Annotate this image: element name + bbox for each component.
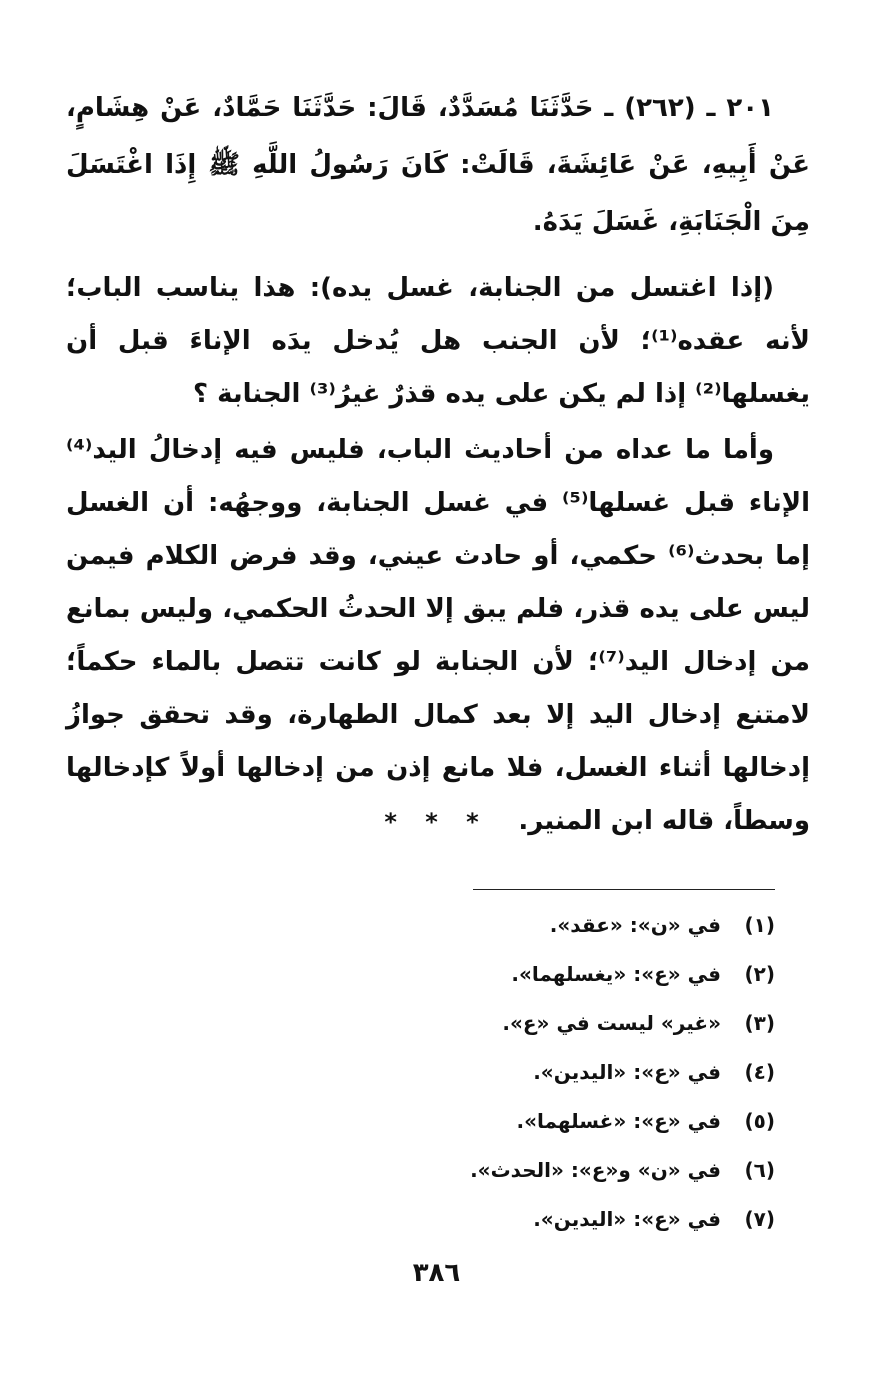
footnote-text: «غير» ليست في «ع».: [502, 1011, 721, 1035]
footnote-item: [215, 901, 775, 950]
footnote-item: [215, 950, 775, 999]
hadith-paragraph: ٢٠١ ـ (٢٦٢) ـ حَدَّثَنَا مُسَدَّدٌ، قَالَ: حَدَّثَنَا حَمَّادٌ، عَنْ هِشَامٍ، عَنْ أَبِيهِ، عَنْ عَائِشَةَ، قَالَتْ: كَانَ رَسُولُ اللَّهِ ﷺ إِذَا اغْتَسَلَ مِنَ الْجَنَابَةِ، غَسَلَ يَدَهُ.: [66, 93, 810, 237]
commentary-paragraph-1-block: [66, 262, 810, 421]
commentary-paragraph-2: وأما ما عداه من أحاديث الباب، فليس فيه إدخالُ اليد⁽⁴⁾ الإناء قبل غسلها⁽⁵⁾ في غسل الجنابة، ووجهُه: أن الغسل إما بحدث⁽⁶⁾ حكمي، أو حادث عيني، وقد فرض الكلام فيمن ليس على يده قذر، فلم يبق إلا الحدثُ الحكمي، وليس بمانع من إدخال اليد⁽⁷⁾؛ لأن الجنابة لو كانت تتصل بالماء حكماً؛ لامتنع إدخال اليد إلا بعد كمال الطهارة، وقد تحقق جوازُ إدخالها أثناء الغسل، فلا مانع إذن من إدخالها أولاً كإدخالها وسطاً، قاله ابن المنير.: [66, 435, 811, 836]
footnote-number: (٥): [744, 1109, 775, 1133]
commentary-paragraph-1: (إذا اغتسل من الجنابة، غسل يده): هذا يناسب الباب؛ لأنه عقده⁽¹⁾؛ لأن الجنب هل يُدخل يدَه الإناءَ قبل أن يغسلها⁽²⁾ إذا لم يكن على يده قذرٌ غيرُ⁽³⁾ الجنابة ؟: [66, 273, 810, 409]
footnote-item: [215, 1048, 775, 1097]
footnote-text: في «ع»: «اليدين».: [533, 1060, 721, 1084]
footnote-number: (٧): [744, 1207, 775, 1231]
footnote-divider: [473, 889, 775, 890]
footnote-item: [215, 1195, 775, 1244]
footnote-number: (٦): [744, 1158, 775, 1182]
footnote-number: (٤): [744, 1060, 775, 1084]
footnote-item: [215, 1097, 775, 1146]
footnote-number: (٣): [744, 1011, 775, 1035]
hadith-text: [66, 80, 810, 251]
footnote-text: في «ع»: «غسلهما».: [516, 1109, 721, 1133]
footnote-text: في «ع»: «يغسلهما».: [511, 962, 721, 986]
page-number: ٣٨٦: [412, 1258, 461, 1288]
footnote-number: (١): [744, 913, 775, 937]
footnote-item: [215, 1146, 775, 1195]
footnote-text: في «ع»: «اليدين».: [533, 1207, 721, 1231]
footnote-text: في «ن» و«ع»: «الحدث».: [470, 1158, 721, 1182]
footnote-text: في «ن»: «عقد».: [549, 913, 721, 937]
footnote-item: [215, 999, 775, 1048]
section-separator: * * *: [384, 808, 489, 836]
footnote-number: (٢): [744, 962, 775, 986]
footnotes-list: [215, 901, 775, 1244]
commentary-paragraph-2-block: [66, 424, 810, 848]
